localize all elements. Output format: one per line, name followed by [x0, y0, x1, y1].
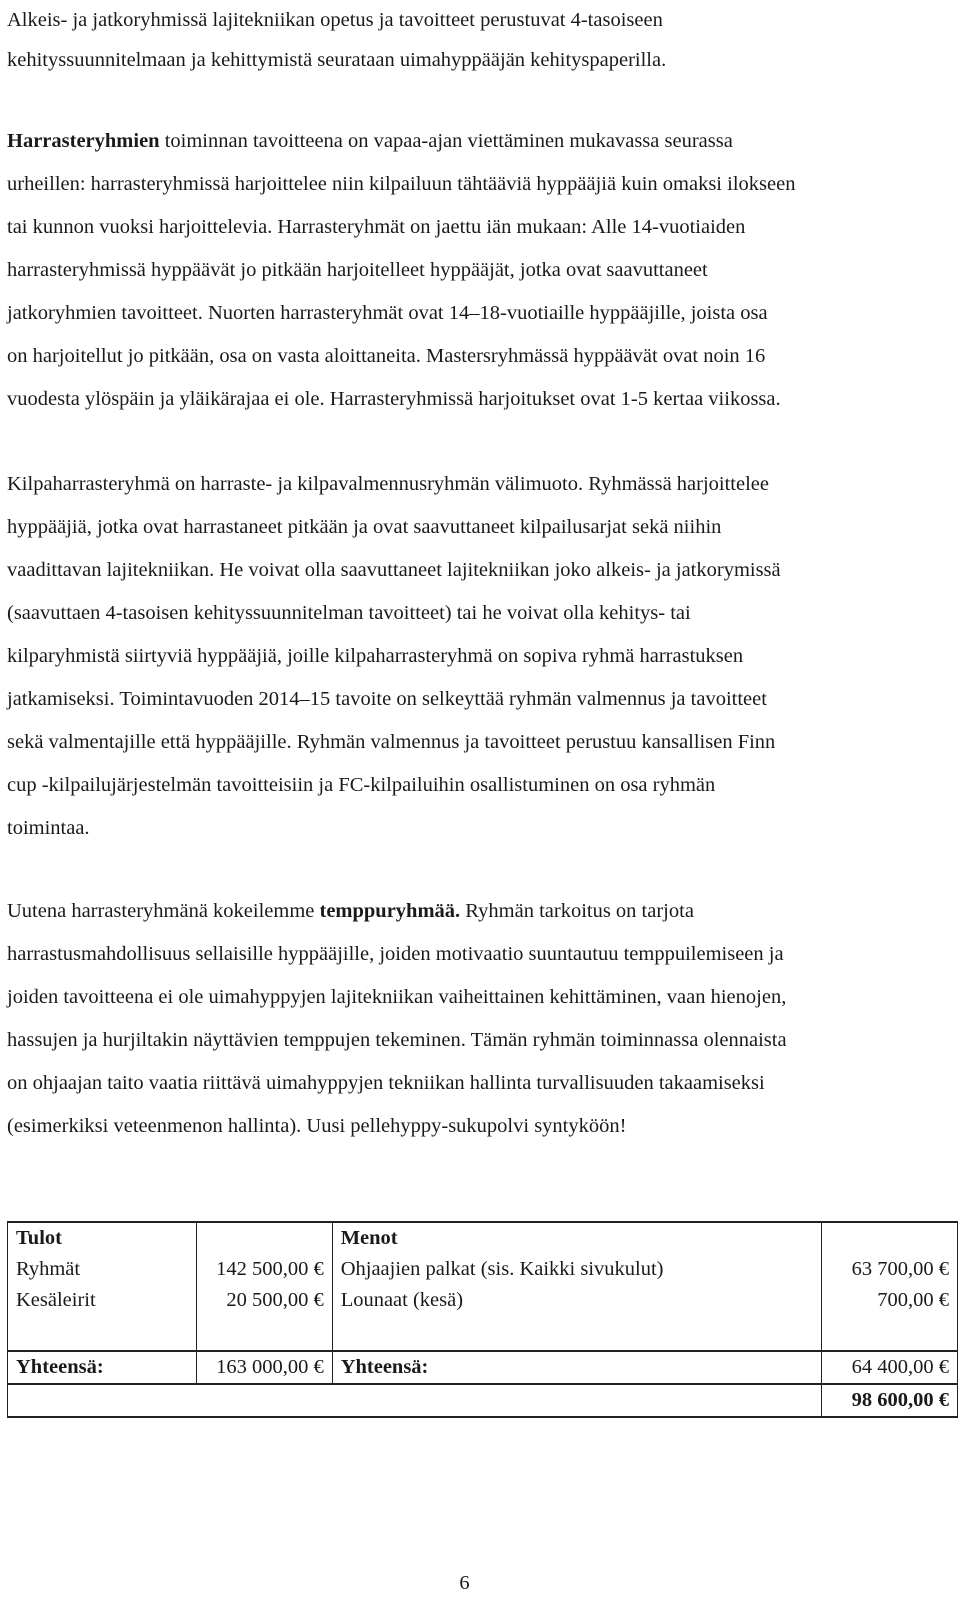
income-label: Kesäleirit	[8, 1285, 197, 1316]
table-cell	[196, 1222, 332, 1254]
harraste-paragraph	[7, 120, 795, 421]
text-line: vuodesta ylöspäin ja yläikärajaa ei ole. Harrasteryhmissä harjoitukset ovat 1-5 kertaa viikossa.	[7, 388, 781, 410]
text-line: hassujen ja hurjiltakin näyttävien temppujen tekeminen. Tämän ryhmän toiminnassa olennaista	[7, 1029, 787, 1051]
text-line: jatkoryhmien tavoitteet. Nuorten harrasteryhmät ovat 14–18-vuotiaille hyppääjille, joista osa	[7, 302, 768, 324]
text-line: harrasteryhmissä hyppäävät jo pitkään harjoitelleet hyppääjät, jotka ovat saavuttaneet	[7, 259, 708, 281]
text-line: on ohjaajan taito vaatia riittävä uimahyppyjen tekniikan hallinta turvallisuuden takaamiseksi	[7, 1072, 765, 1094]
expense-amount: 63 700,00 €	[821, 1254, 957, 1285]
text-line: Alkeis- ja jatkoryhmissä lajitekniikan opetus ja tavoitteet perustuvat 4-tasoiseen	[7, 9, 663, 31]
text-line: sekä valmentajille että hyppääjille. Ryhmän valmennus ja tavoitteet perustuu kansallisen Finn	[7, 731, 776, 753]
table-row	[8, 1285, 958, 1316]
expense-total: 64 400,00 €	[821, 1351, 957, 1384]
text-line: vaadittavan lajitekniikan. He voivat olla saavuttaneet lajitekniikan joko alkeis- ja jatkorymissä	[7, 559, 781, 581]
text-line: on harjoitellut jo pitkään, osa on vasta aloittaneita. Mastersryhmässä hyppäävät ovat noin 16	[7, 345, 766, 367]
text-line: hyppääjiä, jotka ovat harrastaneet pitkään ja ovat saavuttaneet kilpailusarjat sekä niihin	[7, 516, 722, 538]
text-line: harrastusmahdollisuus sellaisille hyppääjille, joiden motivaatio suuntautuu temppuilemiseen ja	[7, 943, 784, 965]
text-line: kehityssuunnitelmaan ja kehittymistä seurataan uimahyppääjän kehityspaperilla.	[7, 49, 667, 71]
income-amount: 20 500,00 €	[196, 1285, 332, 1316]
table-cell	[821, 1222, 957, 1254]
income-amount: 142 500,00 €	[196, 1254, 332, 1285]
harraste-heading: Harrasteryhmien	[7, 130, 160, 152]
table-cell	[821, 1316, 957, 1351]
text-line: cup -kilpailujärjestelmän tavoitteisiin ja FC-kilpailuihin osallistuminen on osa ryhmän	[7, 774, 716, 796]
table-cell	[8, 1384, 822, 1417]
text-line	[7, 120, 795, 163]
income-total-label: Yhteensä:	[8, 1351, 197, 1384]
text-line: (esimerkiksi veteenmenon hallinta). Uusi pellehyppy-sukupolvi syntyköön!	[7, 1115, 627, 1137]
expense-label: Ohjaajien palkat (sis. Kaikki sivukulut)	[332, 1254, 821, 1285]
table-cell	[332, 1316, 821, 1351]
totals-row	[8, 1351, 958, 1384]
expense-label: Lounaat (kesä)	[332, 1285, 821, 1316]
temppu-heading: temppuryhmää.	[319, 900, 461, 922]
income-header: Tulot	[8, 1222, 197, 1254]
kilpa-paragraph	[7, 463, 781, 850]
budget-table	[7, 1221, 958, 1418]
text-line	[7, 890, 787, 933]
expense-total-label: Yhteensä:	[332, 1351, 821, 1384]
text-line: urheillen: harrasteryhmissä harjoittelee niin kilpailuun tähtääviä hyppääjiä kuin omaksi ilokseen	[7, 173, 796, 195]
result-row	[8, 1384, 958, 1417]
intro-paragraph	[7, 0, 666, 80]
text-line: toimintaa.	[7, 817, 90, 839]
page-number: 6	[459, 1572, 470, 1594]
income-total: 163 000,00 €	[196, 1351, 332, 1384]
table-row	[8, 1316, 958, 1351]
expense-amount: 700,00 €	[821, 1285, 957, 1316]
table-cell	[8, 1316, 197, 1351]
table-row	[8, 1254, 958, 1285]
expense-header: Menot	[332, 1222, 821, 1254]
result-total: 98 600,00 €	[821, 1384, 957, 1417]
text-line: Kilpaharrasteryhmä on harraste- ja kilpavalmennusryhmän välimuoto. Ryhmässä harjoittelee	[7, 473, 769, 495]
table-cell	[196, 1316, 332, 1351]
text-fragment: toiminnan tavoitteena on vapaa-ajan viettäminen mukavassa seurassa	[159, 130, 733, 152]
text-line: (saavuttaen 4-tasoisen kehityssuunnitelman tavoitteet) tai he voivat olla kehitys- tai	[7, 602, 691, 624]
text-fragment: Uutena harrasteryhmänä kokeilemme	[7, 900, 320, 922]
text-fragment: Ryhmän tarkoitus on tarjota	[460, 900, 694, 922]
income-label: Ryhmät	[8, 1254, 197, 1285]
temppu-paragraph	[7, 890, 787, 1148]
text-line: kilparyhmistä siirtyviä hyppääjiä, joille kilpaharrasteryhmä on sopiva ryhmä harrastuksen	[7, 645, 744, 667]
text-line: joiden tavoitteena ei ole uimahyppyjen lajitekniikan vaiheittainen kehittäminen, vaan hienojen,	[7, 986, 787, 1008]
table-header-row	[8, 1222, 958, 1254]
text-line: jatkamiseksi. Toimintavuoden 2014–15 tavoite on selkeyttää ryhmän valmennus ja tavoitteet	[7, 688, 767, 710]
text-line: tai kunnon vuoksi harjoittelevia. Harrasteryhmät on jaettu iän mukaan: Alle 14-vuotiaiden	[7, 216, 746, 238]
